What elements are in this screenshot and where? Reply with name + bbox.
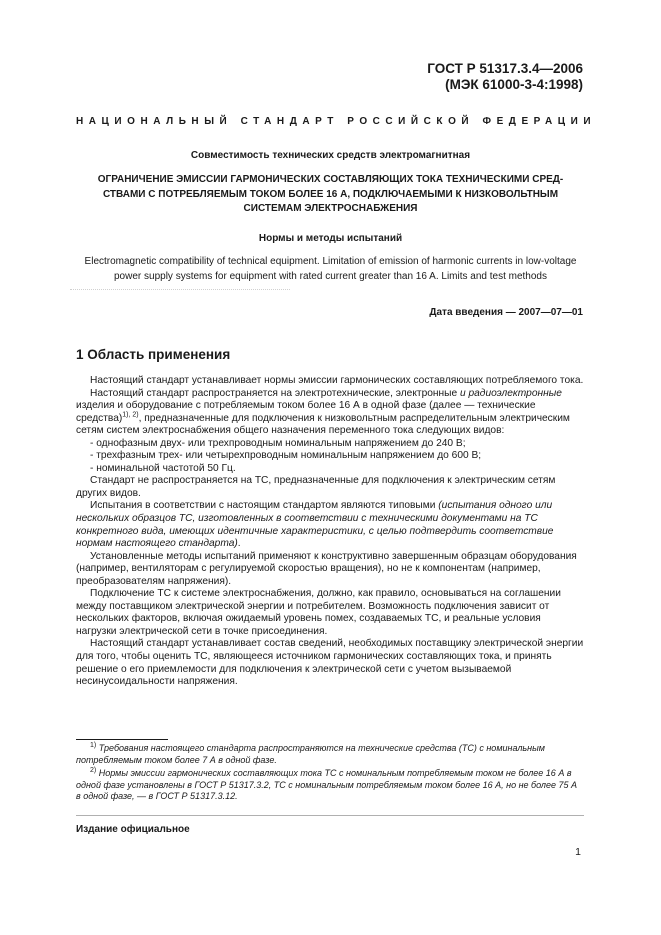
- english-title-line: power supply systems for equipment with rated current greater than 16 A. Limits and test methods: [114, 270, 547, 282]
- paragraph: Подключение ТС к системе электроснабжения, должно, как правило, основываться на соглашении между поставщиком электрической энергии и потребителем. Возможность подключения зависит от нескольких факторов, включая ожидаемый уровень помех, создаваемых ТС, и реальные условия нагрузки электрической сети в точке присоединения.: [76, 588, 561, 637]
- title-line: СТВАМИ С ПОТРЕБЛЯЕМЫМ ТОКОМ БОЛЕЕ 16 А, ПОДКЛЮЧАЕМЫМИ К НИЗКОВОЛЬТНЫМ: [102, 188, 559, 200]
- subject-line: Совместимость технических средств электромагнитная: [190, 150, 471, 161]
- footnote-separator: [76, 739, 168, 740]
- paragraph-text: изделия и оборудование с потребляемым током более 16 А в одной фазе (далее — технические средства): [76, 400, 536, 424]
- footnote-mark: 2): [90, 767, 97, 774]
- list-item: - трехфазным трех- или четырехпроводным номинальным напряжением до 600 В;: [90, 450, 482, 462]
- paragraph: Стандарт не распространяется на ТС, предназначенные для подключения к электрическим сетям других видов.: [76, 475, 556, 499]
- paragraph-italic: (испытания одного или нескольких образцов ТС, изготовленных в соответствии с техническими документами на ТС конкретного вида, имеющих идентичные характеристики, с целью подтвердить соответствие нормам настоящего стандарта): [76, 500, 554, 550]
- footnote-mark: 1): [90, 742, 97, 749]
- edition-separator: [76, 815, 584, 816]
- paragraph: [76, 500, 584, 550]
- norms-subtitle: Нормы и методы испытаний: [258, 233, 403, 244]
- introduction-date: Дата введения — 2007—07—01: [429, 307, 583, 318]
- standard-designation: [427, 61, 583, 93]
- faint-rule: [70, 289, 290, 290]
- paragraph: Настоящий стандарт устанавливает состав сведений, необходимых поставщику электрической энергии для того, чтобы оценить ТС, являющееся источником гармонических составляющих тока, и принять решение о его приемлемости для подключения к электрической сети с учетом вызываемой несинусоидальности напряжения.: [76, 638, 584, 688]
- footnote-text: Требования настоящего стандарта распространяются на технические средства (ТС) с номинальным потребляемым током более 7 А в одной фазе.: [76, 743, 545, 765]
- footnote-text: Нормы эмиссии гармонических составляющих тока ТС с номинальным потребляемым током не более 16 А в одной фазе установлены в ГОСТ Р 51317.3.2, ТС с номинальным потребляемым током более 16 А, но не более 75 А в одной фазе, — в ГОСТ Р 51317.3.12.: [76, 768, 578, 802]
- document-title: [60, 173, 601, 217]
- paragraph: [76, 388, 584, 438]
- footnote: [76, 743, 584, 766]
- national-standard-banner: НАЦИОНАЛЬНЫЙ СТАНДАРТ РОССИЙСКОЙ ФЕДЕРАЦИИ: [76, 116, 597, 127]
- english-title: [60, 255, 601, 284]
- section-body: [76, 375, 584, 689]
- footnote-ref: 1), 2): [122, 411, 139, 419]
- paragraph-italic: и радиоэлектронные: [459, 387, 562, 399]
- paragraph-text: Настоящий стандарт распространяется на электротехнические, электронные: [90, 387, 460, 399]
- page-number: 1: [575, 846, 581, 858]
- footnote: [76, 768, 584, 803]
- paragraph: Настоящий стандарт устанавливает нормы эмиссии гармонических составляющих потребляемого тока.: [90, 375, 584, 386]
- title-line: СИСТЕМАМ ЭЛЕКТРОСНАБЖЕНИЯ: [243, 203, 418, 214]
- standard-number: ГОСТ Р 51317.3.4—2006: [427, 61, 583, 76]
- paragraph-text: .: [237, 538, 241, 550]
- section-heading: 1 Область применения: [76, 347, 231, 362]
- paragraph-text: , предназначенные для подключения к низковольтным распределительным электрическим сетям систем электроснабжения общего назначения переменного тока следующих видов:: [76, 412, 570, 437]
- edition-label: Издание официальное: [76, 824, 190, 835]
- english-title-line: Electromagnetic compatibility of technical equipment. Limitation of emission of harmonic currents in low-voltage: [84, 256, 577, 267]
- title-line: ОГРАНИЧЕНИЕ ЭМИССИИ ГАРМОНИЧЕСКИХ СОСТАВЛЯЮЩИХ ТОКА ТЕХНИЧЕСКИМИ СРЕД-: [97, 174, 564, 185]
- paragraph: Установленные методы испытаний применяют к конструктивно завершенным образцам оборудования (например, вентиляторам с регулируемой скоростью вращения), но не к компонентам (например, преобразователям напряжения).: [76, 550, 577, 587]
- paragraph-text: Испытания в соответствии с настоящим стандартом являются типовыми: [90, 500, 439, 512]
- iec-number: (МЭК 61000-3-4:1998): [445, 77, 583, 92]
- list-item: - однофазным двух- или трехпроводным номинальным напряжением до 240 В;: [90, 437, 466, 449]
- list-item: - номинальной частотой 50 Гц.: [90, 462, 236, 474]
